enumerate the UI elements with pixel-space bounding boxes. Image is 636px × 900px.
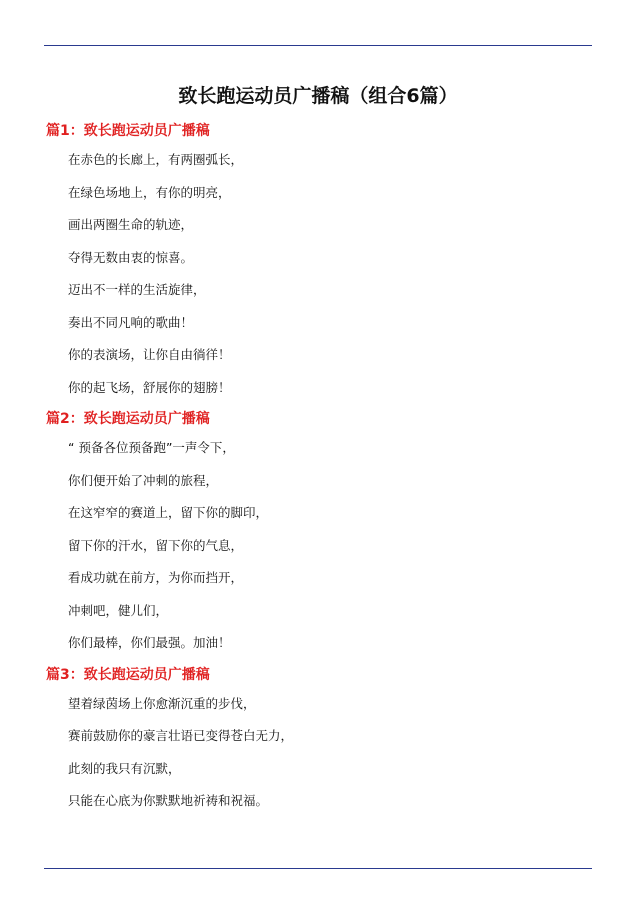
document-body (46, 118, 592, 818)
poem-line: 在绿色场地上，有你的明亮， (68, 184, 231, 200)
section-lines (46, 432, 592, 660)
poem-line: 冲刺吧，健儿们， (68, 602, 169, 618)
poem-line: 只能在心底为你默默地祈祷和祝福。 (68, 793, 269, 808)
section-heading: 篇2：致长跑运动员广播稿 (46, 411, 210, 427)
section-lines (46, 688, 592, 818)
section-heading: 篇1：致长跑运动员广播稿 (46, 123, 210, 139)
document-title: 致长跑运动员广播稿（组合6篇） (178, 85, 458, 107)
poem-line: 在这窄窄的赛道上，留下你的脚印， (68, 505, 269, 520)
poem-line: 你们便开始了冲刺的旅程， (68, 472, 219, 488)
poem-line: 迈出不一样的生活旋律， (68, 282, 206, 297)
section-lines (46, 144, 592, 404)
section-heading: 篇3：致长跑运动员广播稿 (46, 666, 210, 683)
poem-line: 在赤色的长廊上，有两圈弧长， (68, 152, 244, 167)
footer-rule (44, 868, 592, 869)
poem-line: 留下你的汗水，留下你的气息， (68, 537, 244, 553)
poem-line: 画出两圈生命的轨迹， (68, 217, 194, 232)
poem-line: 奏出不同凡响的歌曲！ (68, 314, 194, 330)
section-3 (46, 662, 592, 818)
poem-line: “ 预备各位预备跑”一声令下， (68, 440, 235, 455)
poem-line: 你的起飞场，舒展你的翅膀！ (68, 379, 231, 395)
section-2 (46, 406, 592, 660)
poem-line: 看成功就在前方，为你而挡开， (68, 570, 244, 585)
header-rule (44, 45, 592, 46)
poem-line: 此刻的我只有沉默， (68, 760, 181, 776)
poem-line: 赛前鼓励你的豪言壮语已变得苍白无力， (68, 728, 294, 743)
poem-line: 你的表演场，让你自由徜徉！ (68, 347, 231, 362)
poem-line: 夺得无数由衷的惊喜。 (68, 249, 194, 265)
section-1 (46, 118, 592, 404)
poem-line: 望着绿茵场上你愈渐沉重的步伐， (68, 695, 256, 711)
poem-line: 你们最棒，你们最强。加油！ (68, 635, 231, 650)
